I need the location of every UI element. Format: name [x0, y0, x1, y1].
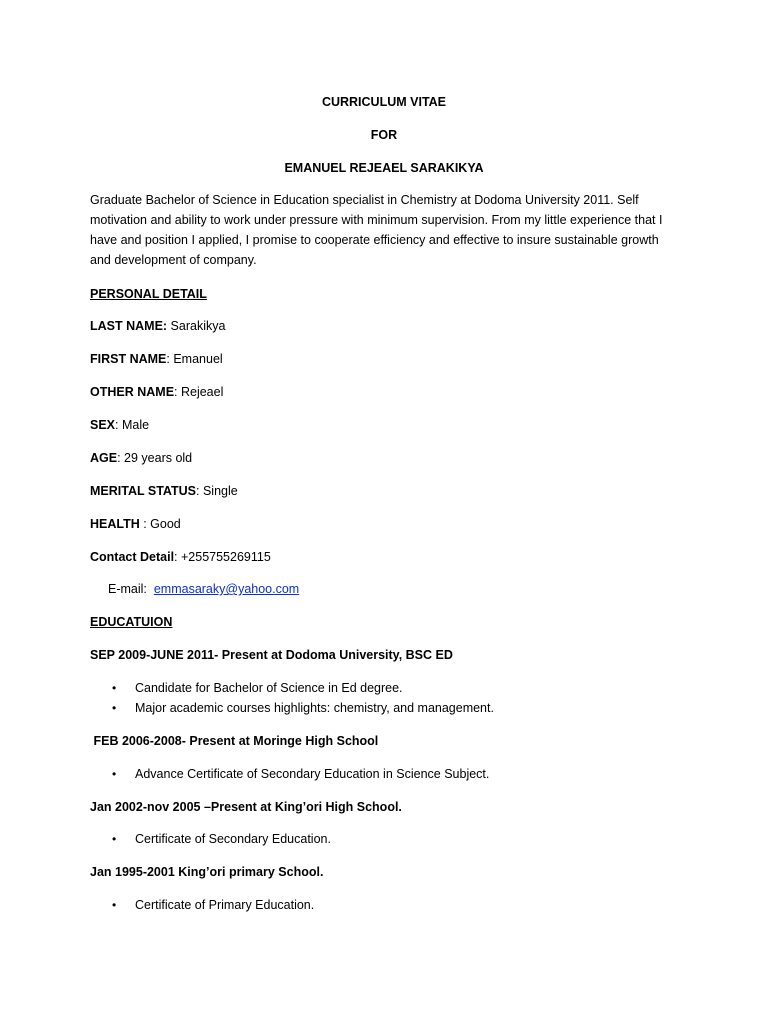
title-for: FOR — [370, 128, 398, 142]
health-label: HEALTH — [90, 517, 140, 531]
health-row — [90, 516, 682, 532]
list-item — [112, 700, 494, 716]
health-value: : Good — [139, 517, 181, 531]
list-item-text: Certificate of Primary Education. — [135, 898, 315, 912]
last-name-value: Sarakikya — [167, 319, 226, 333]
first-name-label: FIRST NAME — [90, 352, 167, 366]
education-entry-1: SEP 2009-JUNE 2011- Present at Dodoma University, BSC ED — [90, 648, 453, 662]
list-item-text: Certificate of Secondary Education. — [135, 832, 331, 846]
email-row — [108, 581, 700, 597]
contact-value: : +255755269115 — [174, 550, 271, 564]
other-name-label: OTHER NAME — [90, 385, 175, 399]
email-label: E-mail: — [108, 582, 154, 596]
document-title: CURRICULUM VITAE — [321, 95, 447, 109]
bullet-icon: • — [112, 898, 117, 912]
marital-status-value: : Single — [196, 484, 238, 498]
bullet-icon: • — [112, 701, 117, 715]
list-item — [112, 897, 314, 913]
list-item-text: Candidate for Bachelor of Science in Ed degree. — [135, 681, 403, 695]
contact-row — [90, 549, 682, 565]
candidate-name: EMANUEL REJEAEL SARAKIKYA — [284, 161, 484, 175]
marital-status-label: MERITAL STATUS — [90, 484, 197, 498]
list-item — [112, 766, 489, 782]
age-row — [90, 450, 682, 466]
other-name-row — [90, 384, 682, 400]
sex-row — [90, 417, 682, 433]
marital-status-row — [90, 483, 682, 499]
list-item — [112, 680, 403, 696]
sex-value: : Male — [115, 418, 150, 432]
first-name-value: : Emanuel — [166, 352, 223, 366]
other-name-value: : Rejeael — [174, 385, 224, 399]
email-link[interactable]: emmasaraky@yahoo.com — [153, 582, 300, 596]
education-heading: EDUCATUION — [90, 615, 173, 629]
list-item-text: Major academic courses highlights: chemistry, and management. — [135, 701, 494, 715]
bullet-icon: • — [112, 681, 117, 695]
bullet-icon: • — [112, 832, 117, 846]
summary-paragraph: Graduate Bachelor of Science in Education specialist in Chemistry at Dodoma University 2011. Self motivation and ability to work under pressure with minimum supervision. From my little experience that I have and position I applied, I promise to cooperate efficiency and effective to insure sustainable growth and development of company. — [90, 193, 663, 267]
personal-detail-heading: PERSONAL DETAIL — [90, 287, 207, 301]
age-label: AGE — [90, 451, 118, 465]
bullet-icon: • — [112, 767, 117, 781]
list-item — [112, 831, 331, 847]
last-name-label: LAST NAME: — [90, 319, 168, 333]
education-entry-3: Jan 2002-nov 2005 –Present at King’ori High School. — [90, 800, 402, 814]
list-item-text: Advance Certificate of Secondary Education in Science Subject. — [135, 767, 490, 781]
education-entry-2: FEB 2006-2008- Present at Moringe High School — [90, 734, 379, 748]
last-name-row — [90, 318, 682, 334]
first-name-row — [90, 351, 682, 367]
contact-label: Contact Detail — [90, 550, 175, 564]
sex-label: SEX — [90, 418, 116, 432]
age-value: : 29 years old — [117, 451, 193, 465]
education-entry-4: Jan 1995-2001 King’ori primary School. — [90, 865, 324, 879]
